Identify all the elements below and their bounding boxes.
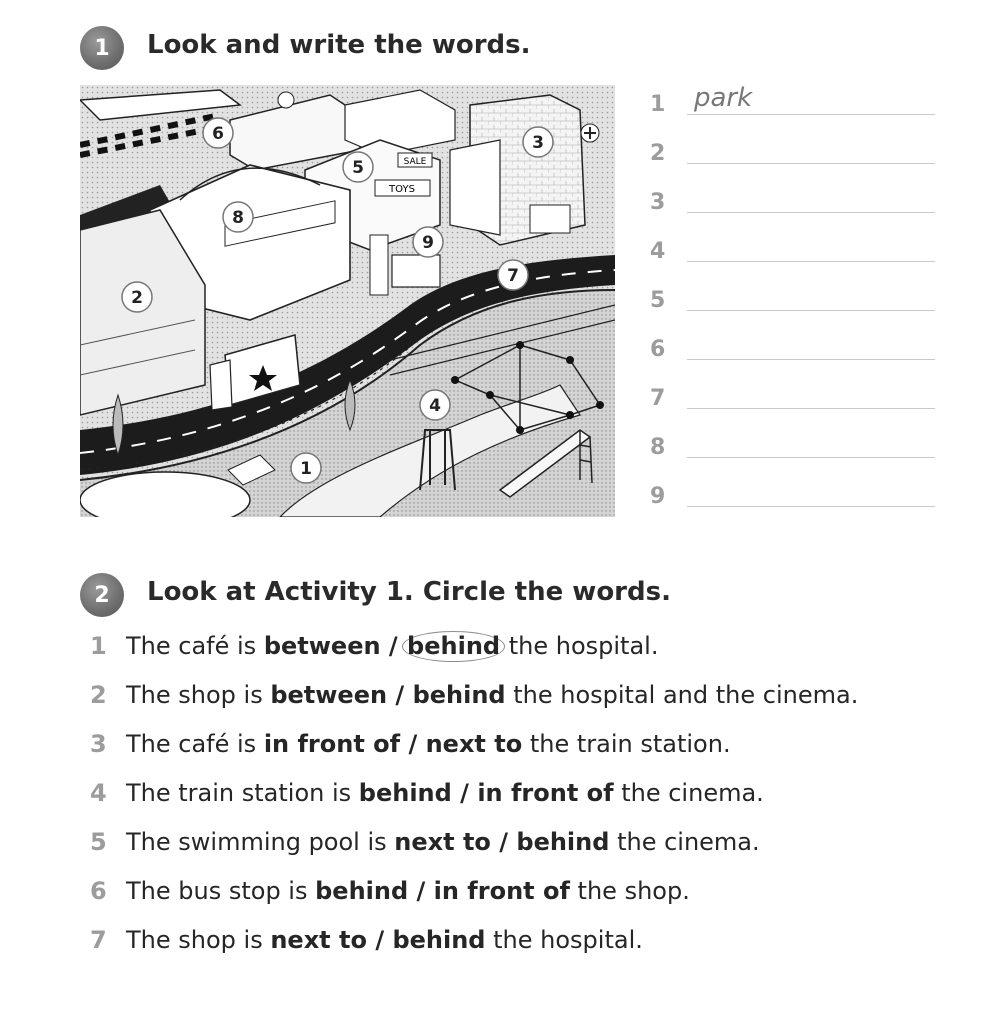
svg-text:7: 7 (507, 266, 519, 286)
sentence-text: the hospital and the cinema. (505, 681, 859, 709)
activity-2-badge-number: 2 (94, 582, 110, 608)
option-between[interactable]: between (270, 681, 388, 709)
sentence-4 (90, 779, 764, 807)
label-6 (203, 118, 233, 148)
sentence-text: The train station is (126, 779, 359, 807)
answer-number: 3 (650, 190, 666, 215)
option-behind[interactable]: behind (358, 779, 452, 807)
sentence-text: the train station. (522, 730, 731, 758)
activity-2-badge (80, 573, 124, 617)
sentence-number: 3 (90, 730, 107, 758)
answer-row-7 (650, 373, 935, 413)
answer-row-9 (650, 471, 935, 511)
answer-number: 8 (650, 435, 666, 460)
answer-number: 1 (650, 92, 666, 117)
option-behind[interactable]: behind (392, 926, 486, 954)
activity-1-badge-number: 1 (94, 35, 110, 61)
option-between[interactable]: between (263, 632, 381, 660)
svg-text:9: 9 (422, 233, 434, 253)
sentence-number: 5 (90, 828, 107, 856)
svg-text:6: 6 (212, 124, 224, 144)
sentence-text: The swimming pool is (126, 828, 395, 856)
answer-line (687, 506, 935, 507)
answer-line (687, 408, 935, 409)
answer-line (687, 310, 935, 311)
sentence-number: 4 (90, 779, 107, 807)
label-2 (122, 282, 152, 312)
sentence-text: The café is (126, 730, 264, 758)
activity-1-title: Look and write the words. (147, 30, 531, 60)
answer-number: 5 (650, 288, 666, 313)
option-behind[interactable]: behind (516, 828, 610, 856)
svg-text:4: 4 (429, 396, 441, 416)
clock-icon (278, 92, 294, 108)
sentence-number: 7 (90, 926, 107, 954)
sale-sign-text: SALE (403, 157, 427, 167)
sentence-text: The bus stop is (126, 877, 316, 905)
sentence-number: 2 (90, 681, 107, 709)
answer-row-2 (650, 128, 935, 168)
sentence-text: The shop is (126, 681, 271, 709)
sentence-number: 1 (90, 632, 107, 660)
ambulance (530, 205, 570, 233)
option-separator: / (380, 632, 407, 660)
activity-2-title: Look at Activity 1. Circle the words. (147, 577, 671, 607)
option-separator: / (490, 828, 517, 856)
answer-row-5 (650, 275, 935, 315)
sentence-2 (90, 681, 858, 709)
label-3 (523, 127, 553, 157)
option-behind-circled[interactable]: behind (402, 631, 505, 662)
sentence-text: the hospital. (485, 926, 643, 954)
sentence-6 (90, 877, 690, 905)
option-in-front-of[interactable]: in front of (263, 730, 401, 758)
answer-line (687, 212, 935, 213)
answer-row-3 (650, 177, 935, 217)
answer-number: 4 (650, 239, 666, 264)
sentence-5 (90, 828, 760, 856)
toys-sign-text: TOYS (389, 184, 415, 195)
answer-field-1[interactable]: park (694, 83, 753, 113)
answer-number: 6 (650, 337, 666, 362)
sentence-1 (90, 632, 658, 660)
answer-number: 7 (650, 386, 666, 411)
svg-text:2: 2 (131, 288, 143, 308)
town-illustration (80, 85, 615, 517)
sentence-text: the shop. (569, 877, 690, 905)
answer-line (687, 163, 935, 164)
answer-row-6 (650, 324, 935, 364)
option-separator: / (400, 730, 426, 758)
sentence-7 (90, 926, 643, 954)
sentence-text: the cinema. (613, 779, 764, 807)
svg-text:5: 5 (352, 158, 364, 178)
sentence-text: The shop is (126, 926, 271, 954)
option-separator: / (451, 779, 478, 807)
answer-number: 9 (650, 484, 666, 509)
option-in-front-of[interactable]: in front of (477, 779, 614, 807)
answer-line (687, 114, 935, 115)
answer-row-1 (650, 79, 935, 119)
option-next-to[interactable]: next to (270, 926, 367, 954)
option-behind[interactable]: behind (412, 681, 506, 709)
svg-text:1: 1 (300, 459, 312, 479)
answer-row-8 (650, 422, 935, 462)
option-separator: / (408, 877, 434, 905)
option-separator: / (366, 926, 393, 954)
sentence-text: the hospital. (501, 632, 659, 660)
sentence-3 (90, 730, 731, 758)
option-in-front-of[interactable]: in front of (433, 877, 570, 905)
label-8 (223, 202, 253, 232)
svg-text:8: 8 (232, 208, 244, 228)
label-9 (413, 227, 443, 257)
label-1 (291, 453, 321, 483)
answer-row-4 (650, 226, 935, 266)
option-behind[interactable]: behind (315, 877, 409, 905)
answer-line (687, 261, 935, 262)
option-next-to[interactable]: next to (394, 828, 491, 856)
activity-1-badge (80, 26, 124, 70)
bus-shelter (392, 255, 440, 287)
answer-line (687, 359, 935, 360)
sentence-text: the cinema. (609, 828, 760, 856)
label-5 (343, 152, 373, 182)
label-7 (498, 260, 528, 290)
answer-number: 2 (650, 141, 666, 166)
sentence-number: 6 (90, 877, 107, 905)
bus-stop (370, 235, 388, 295)
option-next-to[interactable]: next to (425, 730, 523, 758)
option-separator: / (387, 681, 413, 709)
answer-line (687, 457, 935, 458)
sentence-text: The café is (126, 632, 264, 660)
label-4 (420, 390, 450, 420)
svg-text:3: 3 (532, 133, 544, 153)
